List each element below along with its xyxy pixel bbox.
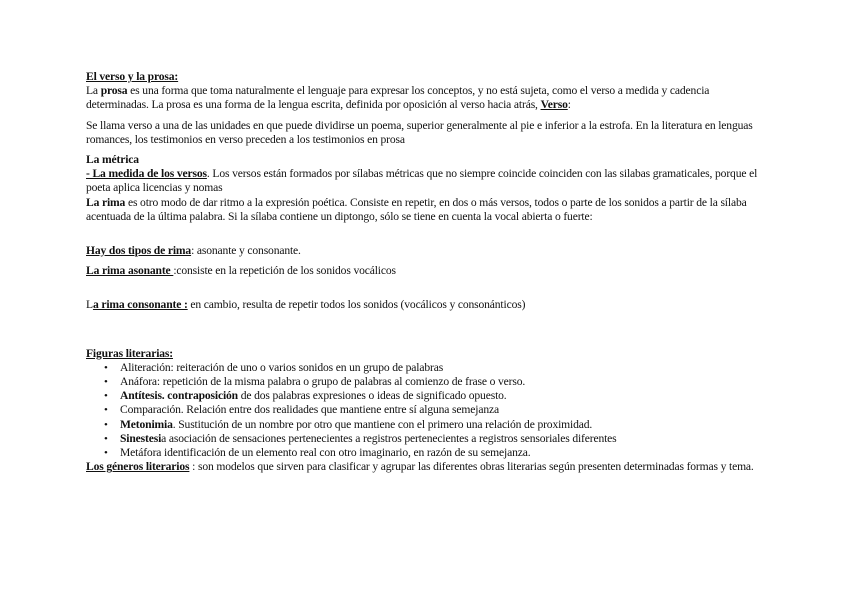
- list-item: • Antítesis. contraposición de dos palabras expresiones o ideas de significado opuesto.: [120, 389, 766, 403]
- tipos-label: Hay dos tipos de rima: [86, 244, 192, 258]
- rima-consonante-line: La rima consonante : en cambio, resulta de repetir todos los sonidos (vocálicos y consonánticos): [86, 298, 526, 312]
- list-item: • Metáfora identificación de un elemento real con otro imaginario, en razón de su semejanza.: [120, 446, 766, 460]
- verso-prosa-heading: El verso y la prosa:: [86, 70, 179, 83]
- medida-label: - La medida de los versos: [86, 167, 207, 181]
- rima-asonante-line: La rima asonante :consiste en la repetición de los sonidos vocálicos: [86, 264, 396, 278]
- list-item: • Comparación. Relación entre dos realidades que mantiene entre sí alguna semejanza: [120, 403, 766, 417]
- tipos-rima-line: Hay dos tipos de rima: asonante y consonante.: [86, 244, 301, 258]
- consonante-label: a rima consonante :: [92, 298, 188, 312]
- list-item: • Anáfora: repetición de la misma palabra o grupo de palabras al comienzo de frase o verso.: [120, 375, 766, 389]
- verso-definition: Se llama verso a una de las unidades en que puede dividirse un poema, superior generalmente al pie e inferior a la estrofa. En la literatura en lenguas romances, los testimonios en verso preceden a los testimonios en prosa: [86, 118, 753, 146]
- rima-paragraph: La rima es otro modo de dar ritmo a la expresión poética. Consiste en repetir, en dos o más versos, todos o parte de los sonidos a partir de la sílaba acentuada de la última palabra. Si la sílaba contiene un diptongo, sólo se tiene en cuenta la vocal abierta o fuerte:: [86, 195, 747, 223]
- figuras-list: [86, 361, 766, 460]
- prosa-term: prosa: [100, 84, 128, 98]
- list-item: • Metonimia. Sustitución de un nombre por otro que mantiene con el primero una relación de proximidad.: [120, 418, 766, 432]
- metrica-heading: La métrica: [86, 153, 139, 167]
- medida-paragraph: - La medida de los versos. Los versos están formados por sílabas métricas que no siempre coincide coinciden con las silabas gramaticales, porque el poeta aplica licencias y nomas: [86, 167, 758, 195]
- verso-label: Verso: [540, 98, 568, 112]
- figuras-heading: Figuras literarias:: [86, 346, 173, 360]
- list-item: • Aliteración: reiteración de uno o varios sonidos en un grupo de palabras: [120, 361, 766, 375]
- generos-label: Los géneros literarios: [86, 460, 190, 474]
- generos-paragraph: Los géneros literarios : son modelos que sirven para clasificar y agrupar las diferentes obras literarias según presenten determinadas formas y tema.: [86, 460, 754, 474]
- list-item: • Sinestesia asociación de sensaciones pertenecientes a registros pertenecientes a registros sensoriales diferentes: [120, 432, 766, 446]
- rima-label: La rima: [86, 195, 126, 209]
- document-page: [86, 70, 766, 474]
- prosa-paragraph: La prosa es una forma que toma naturalmente el lenguaje para expresar los conceptos, y no está sujeta, como el verso a medida y cadencia determinadas. La prosa es una forma de la lengua escrita, definida por oposición al verso hacia atrás, Verso:: [86, 84, 710, 112]
- asonante-label: La rima asonante: [86, 264, 174, 278]
